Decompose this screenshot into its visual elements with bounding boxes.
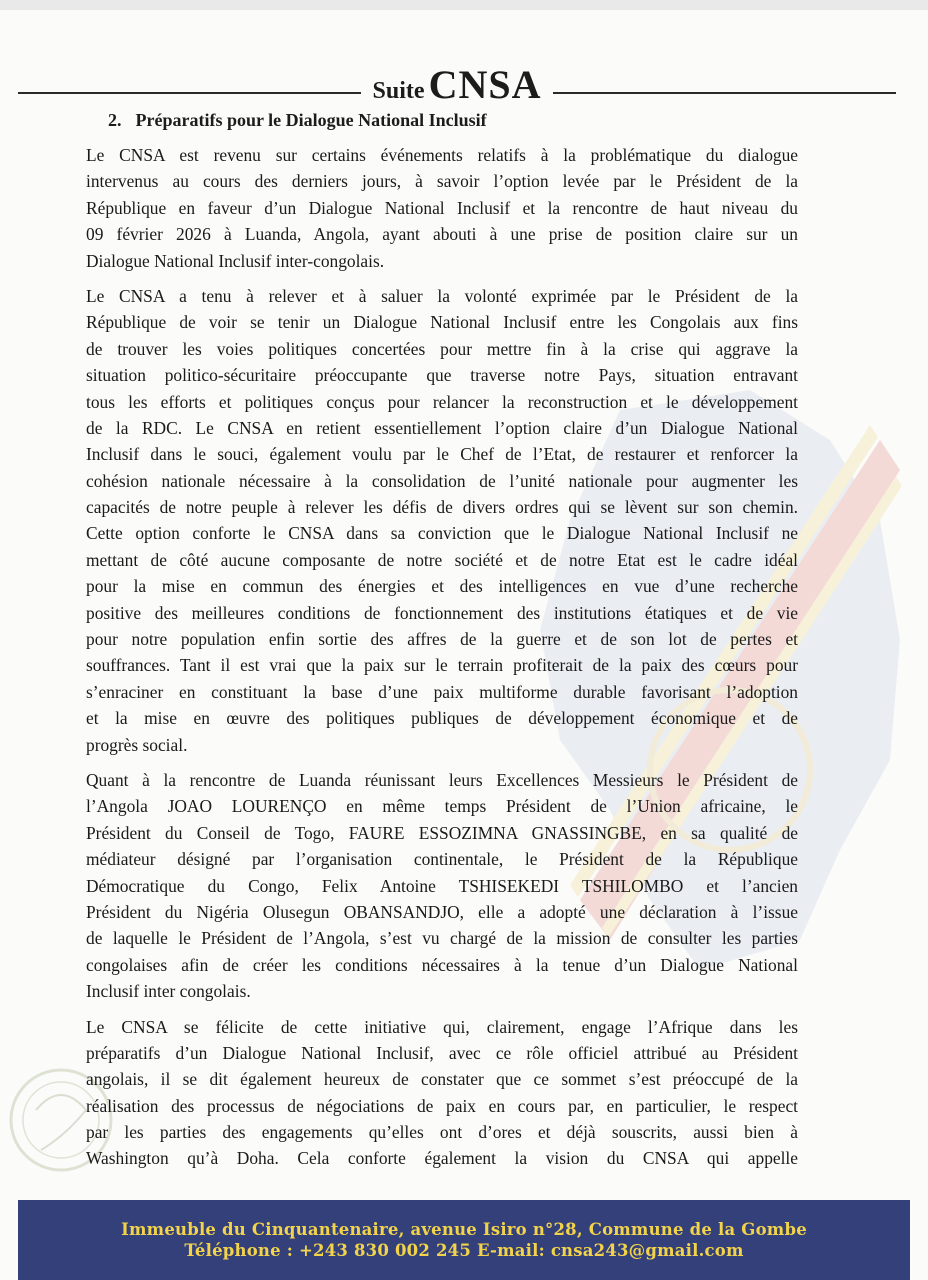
text-line: progrès social. bbox=[86, 734, 188, 755]
paragraph bbox=[86, 283, 798, 758]
text-line: positive des meilleures conditions de fonctionnement des institutions étatiques et de vie bbox=[86, 602, 798, 623]
text-line: Le CNSA a tenu à relever et à saluer la volonté exprimée par le Président de la bbox=[86, 285, 798, 306]
text-line: s’enraciner en constituant la base d’une paix multiforme durable favorisant l’adoption bbox=[86, 681, 798, 702]
text-line: cohésion nationale nécessaire à la consolidation de l’unité nationale pour augmenter les bbox=[86, 470, 798, 491]
text-line: Inclusif dans le souci, également voulu par le Chef de l’Etat, de restaurer et renforcer la bbox=[86, 444, 798, 465]
text-line: Président du Nigéria Olusegun OBANSANDJO, elle a adopté une déclaration à l’issue bbox=[86, 901, 798, 922]
text-line: situation politico-sécuritaire préoccupante que traverse notre Pays, situation entravant bbox=[86, 365, 798, 386]
section-heading bbox=[108, 110, 487, 131]
text-line: Dialogue National Inclusif inter-congolais. bbox=[86, 250, 385, 271]
paragraph bbox=[86, 142, 798, 274]
header-rule-left bbox=[18, 92, 361, 94]
text-line: souffrances. Tant il est vrai que la paix sur le terrain profiterait de la paix des cœurs pour bbox=[86, 655, 798, 676]
text-line: préparatifs d’un Dialogue National Inclusif, avec ce rôle officiel attribué au Président bbox=[86, 1042, 798, 1063]
text-line: et la mise en œuvre des politiques publiques de développement économique et de bbox=[86, 708, 798, 729]
text-line: angolais, il se dit également heureux de constater que ce sommet s’est préoccupé de la bbox=[86, 1069, 798, 1090]
text-line: de laquelle le Président de l’Angola, s’est vu chargé de la mission de consulter les parties bbox=[86, 928, 798, 949]
text-line: Président du Conseil de Togo, FAURE ESSOZIMNA GNASSINGBE, en sa qualité de bbox=[86, 822, 798, 843]
text-line: réalisation des processus de négociations de paix en cours par, en particulier, le respect bbox=[86, 1095, 798, 1116]
text-line: Quant à la rencontre de Luanda réunissant leurs Excellences Messieurs le Président de bbox=[86, 769, 798, 790]
text-line: de trouver les voies politiques concertées pour mettre fin à la crise qui aggrave la bbox=[86, 338, 798, 359]
section-title: Préparatifs pour le Dialogue National Inclusif bbox=[135, 110, 487, 130]
text-line: Le CNSA se félicite de cette initiative qui, clairement, engage l’Afrique dans les bbox=[86, 1016, 798, 1037]
text-line: l’Angola JOAO LOURENÇO en même temps Président de l’Union africaine, le bbox=[86, 796, 798, 817]
footer-address: Immeuble du Cinquantenaire, avenue Isiro n°28, Commune de la Gombe bbox=[121, 1220, 807, 1239]
text-line: médiateur désigné par l’organisation continentale, le Président de la République bbox=[86, 849, 798, 870]
text-line: intervenus au cours des derniers jours, à savoir l’option levée par le Président de la bbox=[86, 171, 798, 192]
text-line: tous les efforts et politiques conçus pour relancer la reconstruction et le développement bbox=[86, 391, 798, 412]
paragraph bbox=[86, 767, 798, 1005]
text-line: Démocratique du Congo, Felix Antoine TSHISEKEDI TSHILOMBO et l’ancien bbox=[86, 875, 798, 896]
text-line: congolaises afin de créer les conditions nécessaires à la tenue d’un Dialogue National bbox=[86, 954, 798, 975]
header-title bbox=[361, 61, 554, 108]
text-line: Cette option conforte le CNSA dans sa conviction que le Dialogue National Inclusif ne bbox=[86, 523, 798, 544]
page-header bbox=[18, 62, 896, 106]
text-line: 09 février 2026 à Luanda, Angola, ayant abouti à une prise de position claire sur un bbox=[86, 224, 798, 245]
text-line: Washington qu’à Doha. Cela conforte également la vision du CNSA qui appelle bbox=[86, 1148, 798, 1169]
text-line: par les parties des engagements qu’elles ont d’ores et déjà souscrits, aussi bien à bbox=[86, 1122, 798, 1143]
text-line: pour notre population enfin sortie des affres de la guerre et de son lot de pertes et bbox=[86, 629, 798, 650]
header-suite: Suite bbox=[372, 77, 425, 104]
text-line: République de voir se tenir un Dialogue National Inclusif entre les Congolais aux fins bbox=[86, 312, 798, 333]
document-body bbox=[86, 142, 798, 1181]
text-line: Le CNSA est revenu sur certains événements relatifs à la problématique du dialogue bbox=[86, 145, 798, 165]
text-line: République en faveur d’un Dialogue National Inclusif et la rencontre de haut niveau du bbox=[86, 197, 798, 218]
header-rule-right bbox=[553, 92, 896, 94]
footer-contact: Téléphone : +243 830 002 245 E-mail: cnsa243@gmail.com bbox=[184, 1241, 744, 1260]
text-line: capacités de notre peuple à relever les défis de divers ordres qui se lèvent sur son chemin. bbox=[86, 497, 798, 518]
footer-banner bbox=[18, 1200, 910, 1280]
text-line: Inclusif inter congolais. bbox=[86, 981, 251, 1002]
paragraph bbox=[86, 1014, 798, 1172]
header-cnsa: CNSA bbox=[428, 61, 542, 107]
text-line: pour la mise en commun des énergies et des intelligences en vue d’une recherche bbox=[86, 576, 798, 597]
text-line: mettant de côté aucune composante de notre société et de notre Etat est le cadre idéal bbox=[86, 549, 798, 570]
text-line: de la RDC. Le CNSA en retient essentiellement l’option claire d’un Dialogue National bbox=[86, 417, 798, 438]
scan-border bbox=[0, 0, 928, 10]
section-number: 2. bbox=[108, 110, 122, 130]
